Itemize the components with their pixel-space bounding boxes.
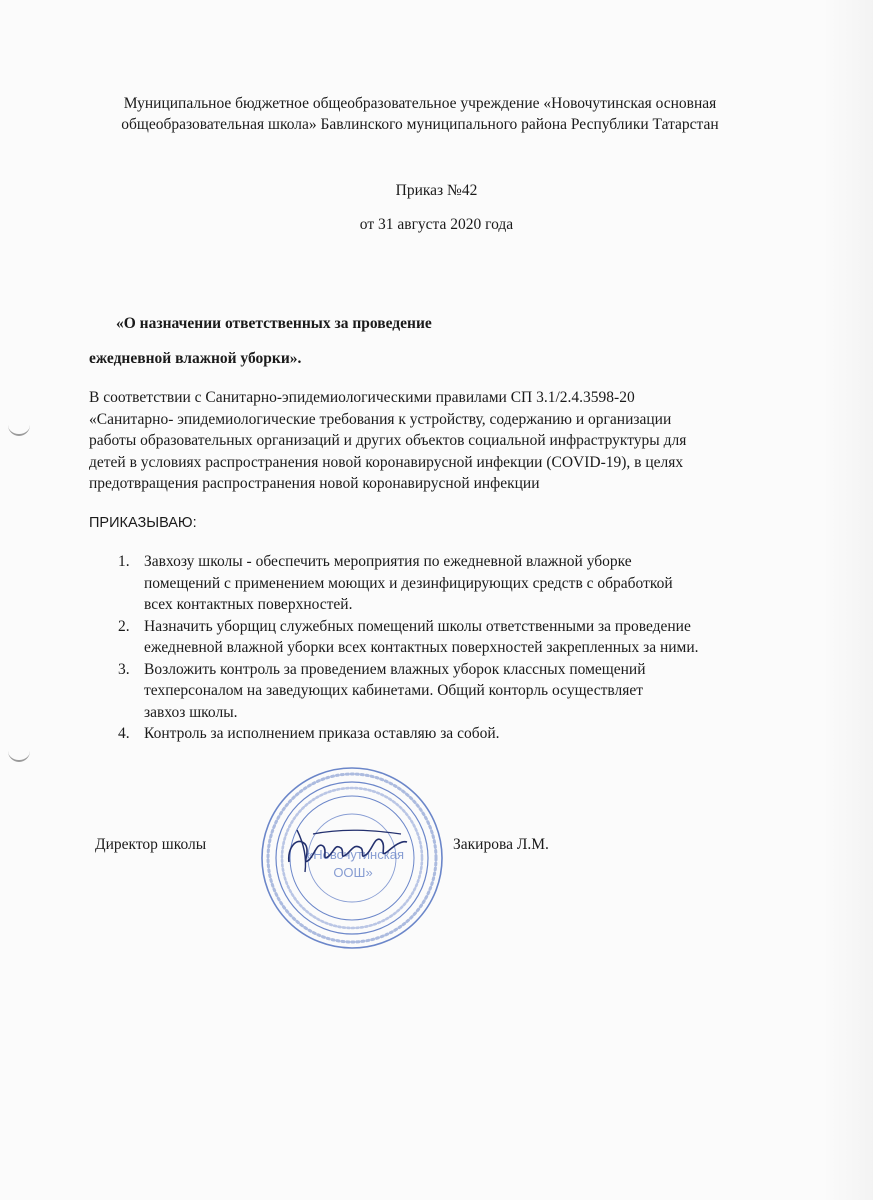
header-line-2: общеобразовательная школа» Бавлинского муниципального района Республики Татарстан [121,116,719,133]
item-number: 1. [118,553,130,570]
order-item [89,616,789,659]
item-number: 4. [118,725,130,742]
intro-line-3: работы образовательных организаций и других объектов социальной инфраструктуры для [89,432,687,449]
stamp-text-line-2: ООШ» [333,865,373,880]
item-line: помещений с применением моющих и дезинфицирующих средств с обработкой [144,574,673,592]
institution-header [80,93,760,135]
decree-heading: ПРИКАЗЫВАЮ: [89,515,197,531]
signature-stroke-3 [313,830,401,834]
item-line: всех контактных поверхностей. [144,596,353,613]
stamp-text-line-1: «Новочутинская [306,847,404,862]
punch-hole-mark-bottom [8,750,30,762]
intro-line-2: «Санитарно- эпидемиологические требования к устройству, содержанию и организации [89,410,672,428]
subject-line-1: «О назначении ответственных за проведение [116,315,432,332]
item-line: Завхозу школы - обеспечить мероприятия по ежедневной влажной уборке [144,553,632,570]
item-line: ежедневной влажной уборки всех контактных поверхностей закрепленных за ними. [144,639,699,656]
signatory-role: Директор школы [95,836,207,853]
handwritten-signature [283,822,413,877]
order-item [89,659,789,724]
signature-stroke-1 [289,839,407,862]
item-line: техперсоналом на заведующих кабинетами. Общий конторль осуществляет [144,682,644,699]
scan-edge-shadow [823,0,873,1200]
order-items-list [89,551,789,745]
intro-line-5: предотвращения распространения новой коронавирусной инфекции [89,475,540,492]
intro-line-1: В соответствии с Санитарно-эпидемиологическими правилами СП 3.1/2.4.3598-20 [89,389,635,406]
intro-line-4: детей в условиях распространения новой коронавирусной инфекции (COVID-19), в целях [89,453,684,471]
signatory-name: Закирова Л.М. [453,836,549,853]
item-number: 3. [118,660,130,678]
item-line: Назначить уборщиц служебных помещений школы ответственными за проведение [144,617,691,635]
subject-line-2: ежедневной влажной уборки». [89,350,302,367]
item-line: Контроль за исполнением приказа оставляю за собой. [144,725,500,742]
order-title: Приказ №42 [395,182,478,199]
item-number: 2. [118,617,130,635]
intro-paragraph [89,387,789,495]
order-item [89,723,789,745]
punch-hole-mark-top [8,424,30,436]
signature-stroke-2 [297,830,306,872]
order-item [89,551,789,616]
item-line: завхоз школы. [144,703,238,721]
item-line: Возложить контроль за проведением влажных уборок классных помещений [144,660,646,678]
order-date: от 31 августа 2020 года [359,216,514,233]
header-line-1: Муниципальное бюджетное общеобразовательное учреждение «Новочутинская основная [123,95,717,112]
